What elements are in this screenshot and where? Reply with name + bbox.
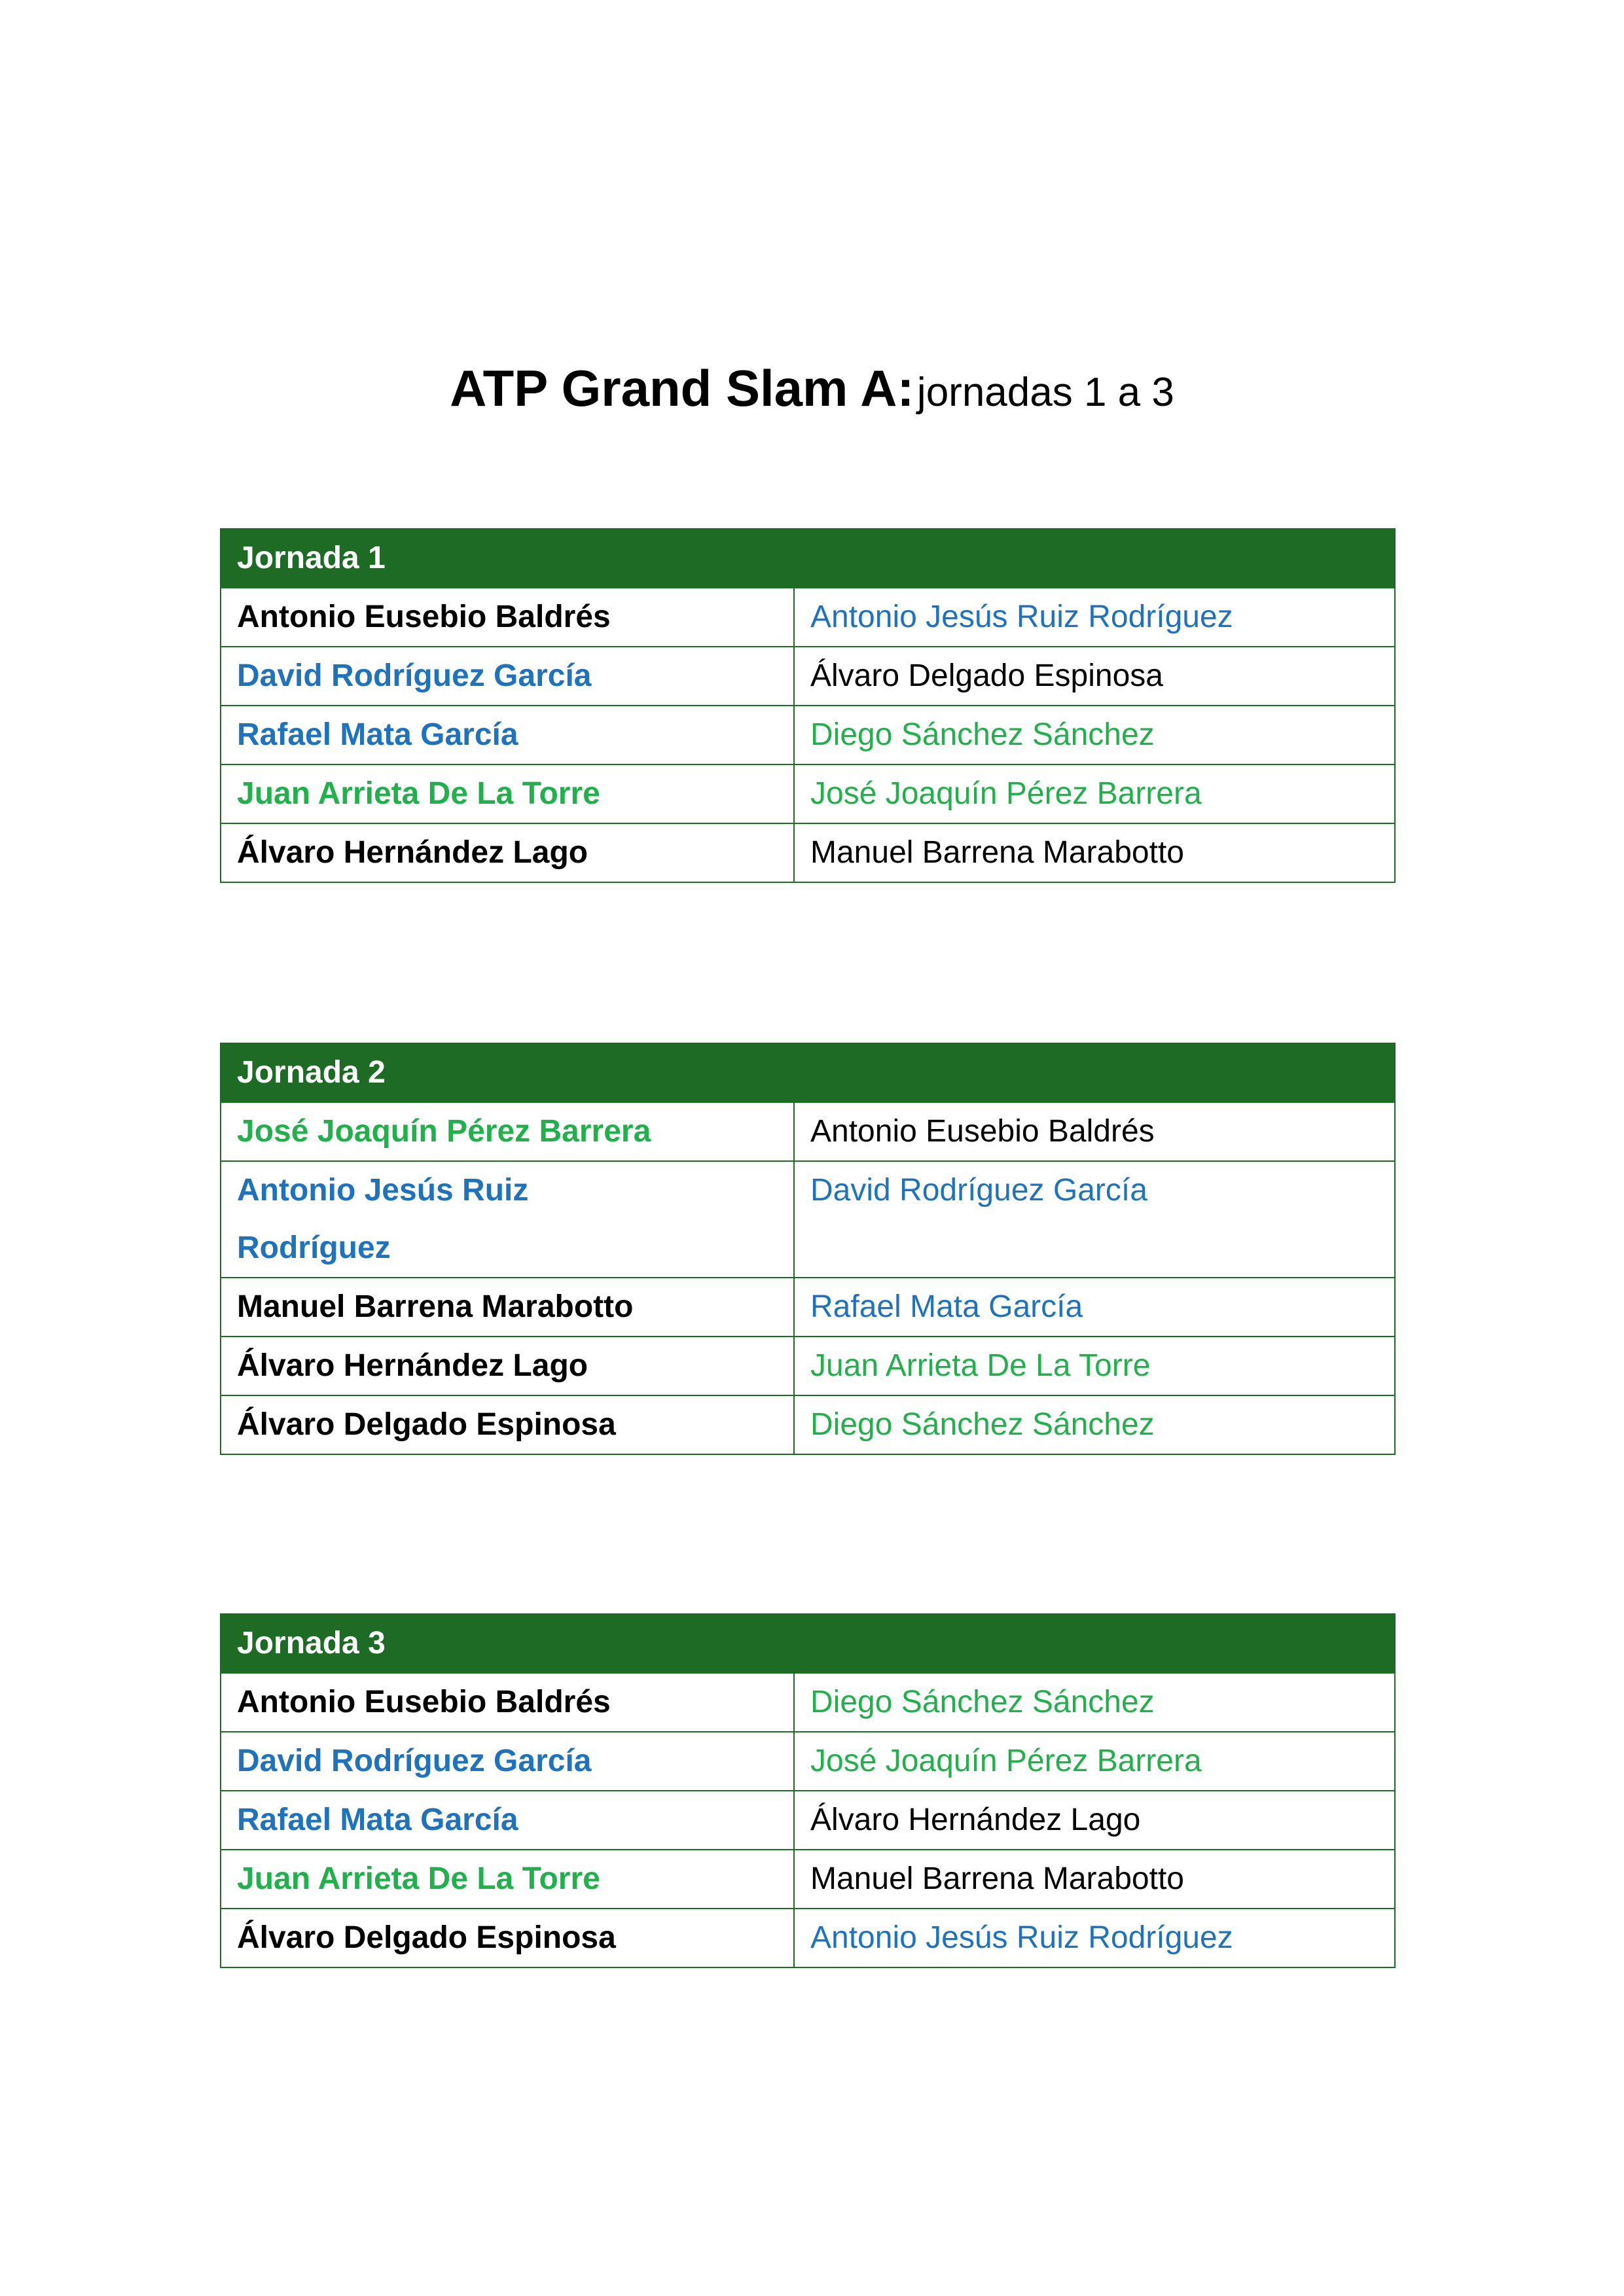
home-player: David Rodríguez García xyxy=(221,647,794,706)
round-table-1 xyxy=(220,528,1396,883)
away-player: José Joaquín Pérez Barrera xyxy=(794,764,1395,823)
away-player: Diego Sánchez Sánchez xyxy=(794,1395,1395,1454)
round-header-row xyxy=(221,529,1395,588)
home-player: Juan Arrieta De La Torre xyxy=(221,1850,794,1909)
home-player: Rafael Mata García xyxy=(221,1791,794,1850)
match-row xyxy=(221,1336,1395,1395)
home-player: José Joaquín Pérez Barrera xyxy=(221,1102,794,1161)
away-player: Manuel Barrena Marabotto xyxy=(794,1850,1395,1909)
away-player: Rafael Mata García xyxy=(794,1278,1395,1336)
away-player: Diego Sánchez Sánchez xyxy=(794,1673,1395,1732)
home-player: Antonio Eusebio Baldrés xyxy=(221,1673,794,1732)
away-player: Juan Arrieta De La Torre xyxy=(794,1336,1395,1395)
away-player: Álvaro Delgado Espinosa xyxy=(794,647,1395,706)
away-player: Antonio Jesús Ruiz Rodríguez xyxy=(794,1909,1395,1967)
match-row xyxy=(221,1161,1395,1278)
match-row xyxy=(221,764,1395,823)
home-player: David Rodríguez García xyxy=(221,1732,794,1791)
round-table-2 xyxy=(220,1043,1396,1455)
match-row xyxy=(221,1850,1395,1909)
home-player: Álvaro Delgado Espinosa xyxy=(221,1909,794,1967)
page-title-bold: ATP Grand Slam A: xyxy=(450,359,914,417)
match-row xyxy=(221,647,1395,706)
home-player: Antonio Eusebio Baldrés xyxy=(221,588,794,647)
away-player: José Joaquín Pérez Barrera xyxy=(794,1732,1395,1791)
match-row xyxy=(221,1909,1395,1967)
page-title xyxy=(0,359,1624,418)
page-title-regular: jornadas 1 a 3 xyxy=(916,370,1174,415)
match-row xyxy=(221,1395,1395,1454)
match-row xyxy=(221,823,1395,882)
away-player: Antonio Eusebio Baldrés xyxy=(794,1102,1395,1161)
away-player: Álvaro Hernández Lago xyxy=(794,1791,1395,1850)
match-row xyxy=(221,706,1395,764)
round-label: Jornada 1 xyxy=(221,529,1395,588)
match-row xyxy=(221,1102,1395,1161)
home-player: Manuel Barrena Marabotto xyxy=(221,1278,794,1336)
home-player: Álvaro Hernández Lago xyxy=(221,823,794,882)
round-header-row xyxy=(221,1614,1395,1673)
round-label: Jornada 2 xyxy=(221,1043,1395,1102)
match-row xyxy=(221,1673,1395,1732)
round-label: Jornada 3 xyxy=(221,1614,1395,1673)
away-player: Diego Sánchez Sánchez xyxy=(794,706,1395,764)
match-row xyxy=(221,588,1395,647)
match-row xyxy=(221,1278,1395,1336)
home-player: Álvaro Hernández Lago xyxy=(221,1336,794,1395)
round-header-row xyxy=(221,1043,1395,1102)
home-player: Rafael Mata García xyxy=(221,706,794,764)
away-player: Antonio Jesús Ruiz Rodríguez xyxy=(794,588,1395,647)
away-player: Manuel Barrena Marabotto xyxy=(794,823,1395,882)
home-player: Juan Arrieta De La Torre xyxy=(221,764,794,823)
match-row xyxy=(221,1791,1395,1850)
round-table-3 xyxy=(220,1613,1396,1968)
home-player: Antonio Jesús Ruiz Rodríguez xyxy=(221,1161,794,1278)
home-player: Álvaro Delgado Espinosa xyxy=(221,1395,794,1454)
match-row xyxy=(221,1732,1395,1791)
away-player: David Rodríguez García xyxy=(794,1161,1395,1278)
